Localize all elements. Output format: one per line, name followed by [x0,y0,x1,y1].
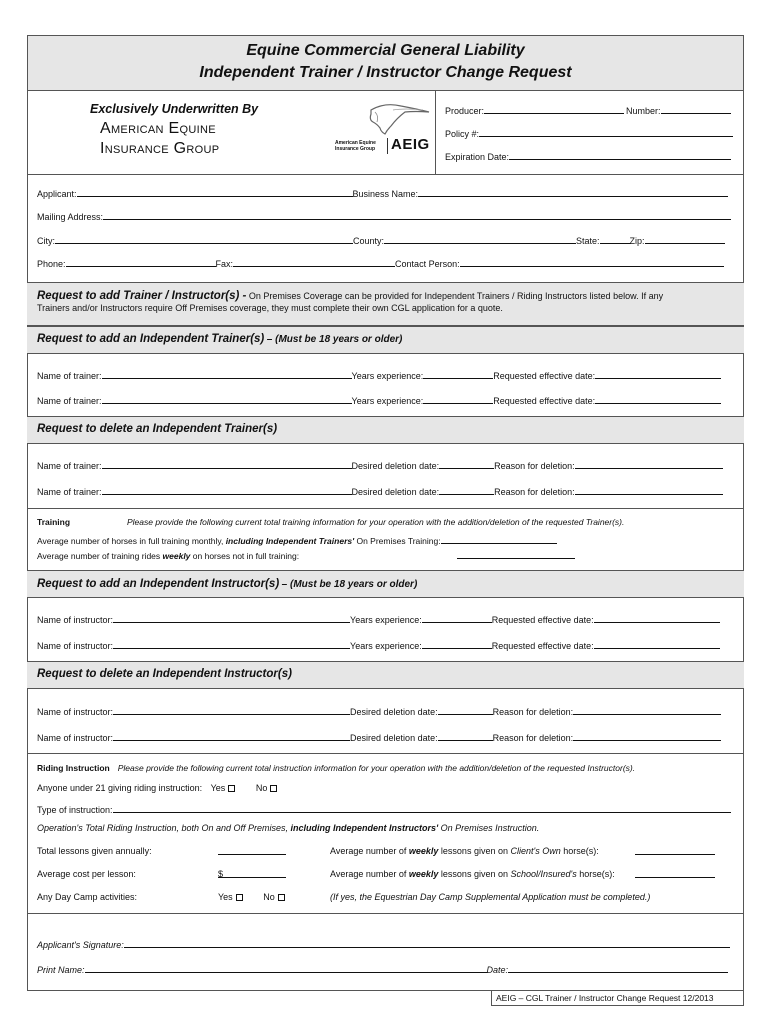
date-label: Date: [486,965,509,975]
instructor-name-label: Name of instructor: [37,615,114,625]
divider [27,508,744,509]
deletion-reason-field[interactable] [575,486,723,495]
under21-no[interactable] [256,783,278,793]
effective-date-field[interactable] [595,395,721,404]
city-row [37,235,725,247]
trainer-name-field[interactable] [102,370,352,379]
add-trainer-heading [37,333,402,345]
years-label: Years experience: [351,396,424,406]
instructor-name-label: Name of instructor: [37,733,114,743]
weekly-own-em: weekly [408,846,439,856]
county-label: County: [353,236,385,246]
no-checkbox[interactable] [270,785,277,792]
divider [27,174,744,175]
under21-row [37,783,277,794]
applicant-field[interactable] [77,188,353,197]
delete-instructor-row [37,706,721,718]
deletion-date-field[interactable] [438,706,493,715]
yes-checkbox[interactable] [228,785,235,792]
years-label: Years experience: [351,371,424,381]
delete-trainer-row [37,486,723,498]
policy-row [445,128,733,140]
deletion-date-label: Desired deletion date: [351,461,440,471]
deletion-reason-label: Reason for deletion: [492,707,574,717]
no-label: No [263,892,275,902]
fax-label: Fax: [215,259,234,269]
riding-label: Riding Instruction [37,763,110,773]
divider [27,753,744,754]
weekly-own-mid: lessons given on [438,846,511,856]
avg-cost-row [37,869,136,880]
zip-field[interactable] [645,235,725,244]
expiration-label: Expiration Date: [445,152,510,162]
logo-abbr: AEIG [391,136,430,153]
training-label: Training [37,517,71,527]
add-trainer-row [37,395,721,407]
expiration-field[interactable] [509,151,731,160]
city-label: City: [37,236,55,246]
company-name-line2: Insurance Group [100,140,220,157]
lessons-annual-field[interactable] [218,846,286,855]
deletion-reason-field[interactable] [573,706,721,715]
no-checkbox[interactable] [278,894,285,901]
weekly-own-field[interactable] [635,846,715,855]
weekly-school-pre: Average number of [330,869,409,879]
mailing-row [37,211,731,223]
day-camp-label: Any Day Camp activities: [37,892,138,902]
signature-row [37,939,730,951]
instructor-name-label: Name of instructor: [37,707,114,717]
training-instruction: Please provide the following current total training information for your operation with the addition/deletion of the requested Trainer(s). [127,517,625,527]
weekly-own-pre: Average number of [330,846,409,856]
deletion-date-field[interactable] [439,460,494,469]
no-label: No [255,783,268,793]
years-field[interactable] [423,395,493,404]
request-add-text2: Trainers and/or Instructors require Off Premises coverage, they must complete their own CGL application for a quote. [37,303,503,313]
yes-label: Yes [210,783,226,793]
years-field[interactable] [422,640,492,649]
trainer-name-field[interactable] [102,460,352,469]
producer-row [445,105,731,117]
trainer-name-label: Name of trainer: [37,461,102,471]
applicant-row [37,188,728,200]
weekly-own-row [330,846,599,857]
delete-trainer-row [37,460,723,472]
deletion-date-label: Desired deletion date: [350,707,438,717]
mailing-address-field[interactable] [103,211,731,220]
rides-field[interactable] [457,550,575,559]
delete-instructor-title: Request to delete an Independent Instructor(s) [37,668,292,680]
trainer-name-field[interactable] [102,395,352,404]
county-field[interactable] [384,235,576,244]
instructor-name-label: Name of instructor: [37,641,114,651]
day-camp-row [37,892,137,903]
years-field[interactable] [423,370,493,379]
mailing-address-label: Mailing Address: [37,212,104,222]
fax-field[interactable] [233,258,395,267]
contact-field[interactable] [460,258,724,267]
weekly-school-row [330,869,615,880]
type-field[interactable] [113,804,731,813]
underwritten-label: Exclusively Underwritten By [90,102,259,116]
delete-instructor-row [37,732,721,744]
weekly-school-it: School/Insured's [510,869,577,879]
delete-trainer-title: Request to delete an Independent Trainer(s) [37,423,278,435]
page-title-line2: Independent Trainer / Instructor Change Request [199,64,572,81]
weekly-school-mid: lessons given on [438,869,511,879]
producer-label: Producer: [445,106,485,116]
number-label: Number: [626,106,661,116]
yes-label: Yes [218,892,233,902]
total-instruction-row [37,823,539,834]
avg-cost-label: Average cost per lesson: [37,869,136,879]
request-add-text1: On Premises Coverage can be provided for Independent Trainers / Riding Instructors listed below. If any [246,291,664,301]
effective-date-label: Requested effective date: [493,396,596,406]
request-add-title: Request to add Trainer / Instructor(s) - [37,290,247,302]
total-post: On Premises Instruction. [438,823,540,833]
rides-em: weekly [162,551,191,561]
add-instructor-note: – (Must be 18 years or older) [281,579,418,590]
training-rides-row [37,550,575,562]
add-trainer-row [37,370,721,382]
rides-pre: Average number of training rides [37,551,163,561]
training-header [37,517,624,528]
company-name-line1: American Equine [100,120,216,137]
training-horses-row [37,535,557,547]
instructor-name-field[interactable] [113,732,350,741]
print-name-field[interactable] [85,964,487,973]
deletion-date-field[interactable] [439,486,494,495]
total-em: including Independent Instructors' [290,823,439,833]
type-label: Type of instruction: [37,805,113,815]
deletion-reason-label: Reason for deletion: [492,733,574,743]
business-name-field[interactable] [418,188,728,197]
divider [27,913,744,914]
weekly-school-post: horse(s): [576,869,615,879]
total-pre: Operation's Total Riding Instruction, both On and Off Premises, [37,823,291,833]
day-camp-note: (If yes, the Equestrian Day Camp Supplemental Application must be completed.) [330,892,651,902]
phone-row [37,258,724,270]
phone-label: Phone: [37,259,66,269]
horses-post: On Premises Training: [354,536,441,546]
effective-date-field[interactable] [594,614,720,623]
number-field[interactable] [661,105,731,114]
request-add-text [37,290,737,314]
print-name-label: Print Name: [37,965,85,975]
lessons-annual-row [37,846,152,857]
under21-label: Anyone under 21 giving riding instruction: [37,783,203,793]
expiration-row [445,151,731,163]
effective-date-field[interactable] [594,640,720,649]
instructor-name-field[interactable] [113,640,350,649]
page-title-line1: Equine Commercial General Liability [246,42,525,59]
policy-label: Policy #: [445,129,480,139]
producer-field[interactable] [484,105,624,114]
yes-checkbox[interactable] [236,894,243,901]
horses-em: including Independent Trainers' [225,536,355,546]
applicant-label: Applicant: [37,189,77,199]
trainer-name-field[interactable] [102,486,352,495]
deletion-reason-label: Reason for deletion: [494,461,575,471]
lessons-annual-label: Total lessons given annually: [37,846,152,856]
form-id: AEIG – CGL Trainer / Instructor Change Request 12/2013 [496,993,714,1003]
deletion-date-field[interactable] [438,732,493,741]
city-field[interactable] [55,235,353,244]
under21-yes[interactable] [211,783,236,793]
trainer-name-label: Name of trainer: [37,371,102,381]
avg-cost-field[interactable] [218,869,286,878]
weekly-school-em: weekly [408,869,439,879]
day-camp-options [218,892,285,903]
effective-date-field[interactable] [595,370,721,379]
years-label: Years experience: [350,641,422,651]
state-label: State: [576,236,600,246]
add-trainer-note: – (Must be 18 years or older) [266,334,403,345]
years-field[interactable] [422,614,492,623]
deletion-reason-label: Reason for deletion: [494,487,575,497]
day-camp-no[interactable] [263,892,285,902]
print-name-row [37,964,728,976]
deletion-reason-field[interactable] [573,732,721,741]
effective-date-label: Requested effective date: [493,371,596,381]
avg-cost-dollar: $ [218,869,224,879]
add-trainer-title: Request to add an Independent Trainer(s) [37,333,265,345]
vertical-divider [435,90,436,174]
instructor-name-field[interactable] [113,706,350,715]
state-field[interactable] [600,235,630,244]
phone-field[interactable] [66,258,216,267]
divider [27,90,744,91]
rides-post: on horses not in full training: [190,551,300,561]
weekly-own-post: horse(s): [560,846,599,856]
logo-small-line1: American Equine [335,140,376,146]
add-instructor-title: Request to add an Independent Instructor(s) [37,578,280,590]
type-row [37,804,731,816]
horses-pre: Average number of horses in full training monthly, [37,536,226,546]
deletion-reason-field[interactable] [575,460,723,469]
years-label: Years experience: [350,615,422,625]
trainer-name-label: Name of trainer: [37,487,102,497]
zip-label: Zip: [629,236,645,246]
day-camp-yes[interactable] [218,892,243,902]
weekly-own-it: Client's Own [510,846,561,856]
logo-small-line2: Insurance Group [335,146,376,152]
contact-label: Contact Person: [395,259,460,269]
riding-header [37,763,635,774]
deletion-date-label: Desired deletion date: [350,733,438,743]
effective-date-label: Requested effective date: [491,641,594,651]
policy-field[interactable] [479,128,733,137]
deletion-date-label: Desired deletion date: [351,487,440,497]
signature-label: Applicant's Signature: [37,940,124,950]
add-instructor-row [37,614,720,626]
horses-field[interactable] [441,535,557,544]
riding-instruction: Please provide the following current total instruction information for your operation with the addition/deletion of the requested Instructor(s). [117,763,636,773]
add-instructor-row [37,640,720,652]
effective-date-label: Requested effective date: [491,615,594,625]
business-name-label: Business Name: [352,189,419,199]
logo-divider [387,138,388,154]
trainer-name-label: Name of trainer: [37,396,102,406]
weekly-school-field[interactable] [635,869,715,878]
add-instructor-heading [37,578,417,590]
date-field[interactable] [508,964,728,973]
instructor-name-field[interactable] [113,614,350,623]
signature-field[interactable] [124,939,730,948]
